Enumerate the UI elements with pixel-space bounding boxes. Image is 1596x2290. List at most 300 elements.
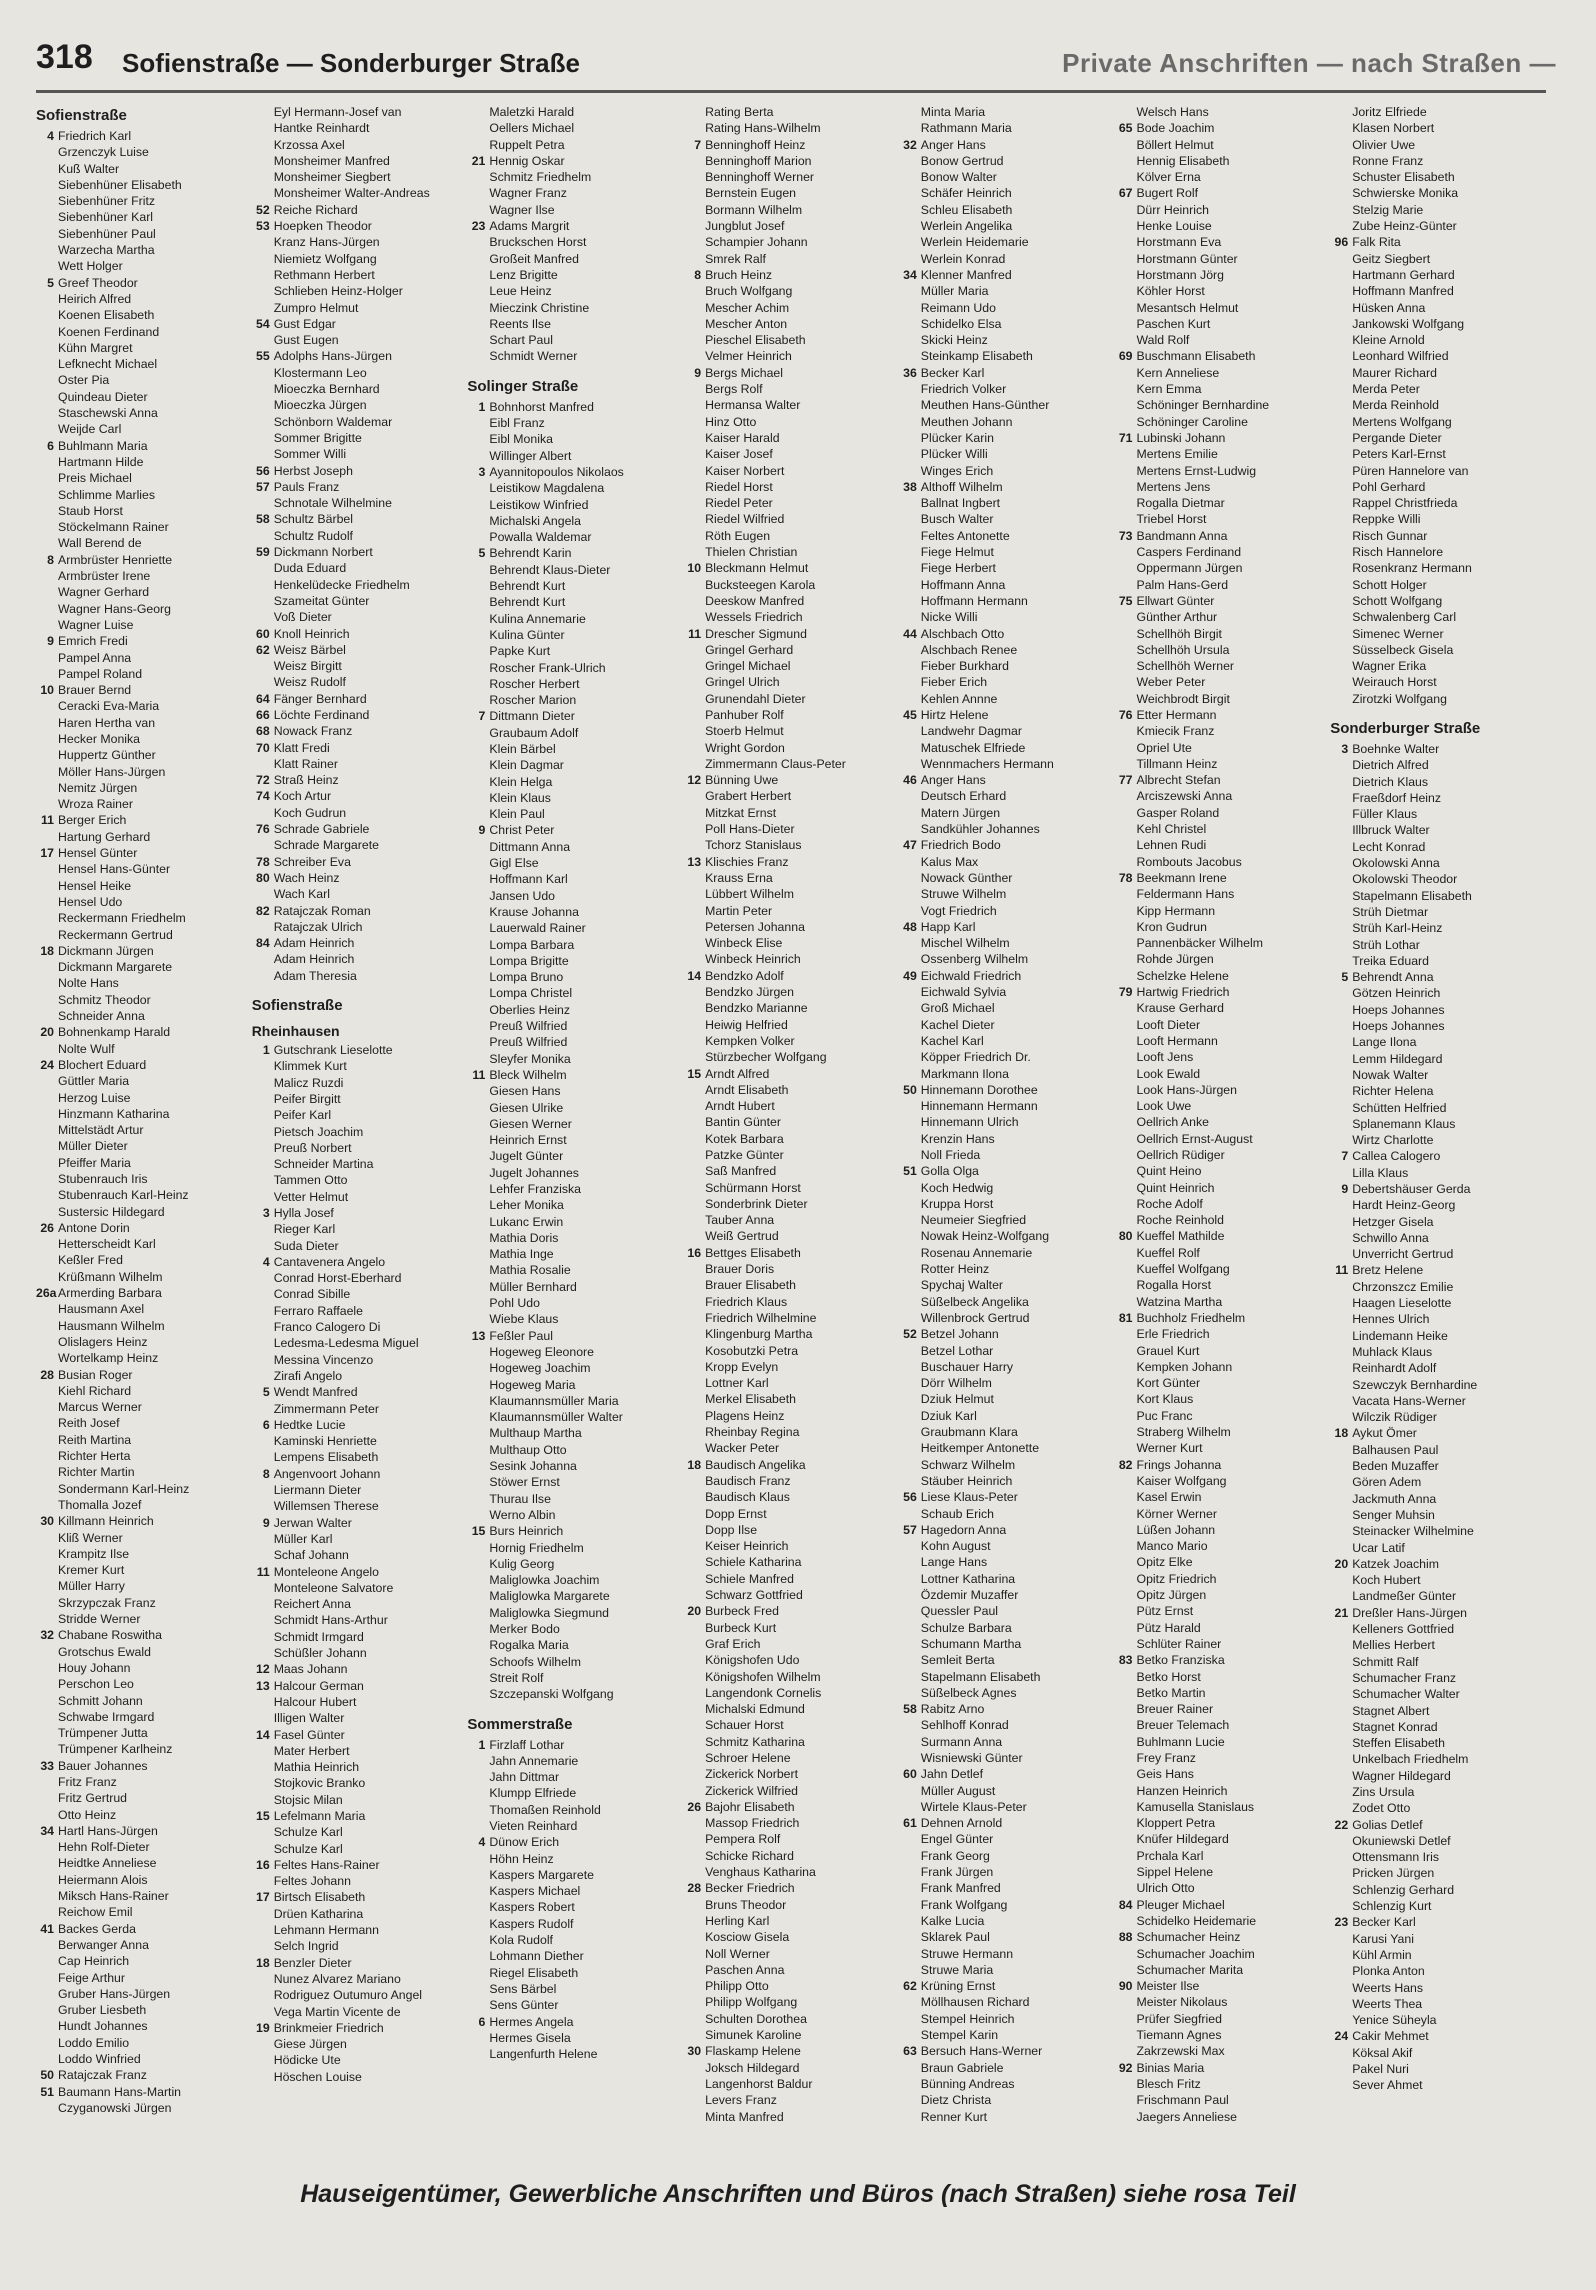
resident-name: Schlenzig Gerhard [1352,1882,1455,1897]
resident-entry [1330,1360,1538,1376]
resident-entry [467,1360,675,1376]
resident-name: Philipp Otto [705,1979,769,1994]
house-number: 47 [903,838,917,853]
resident-name: Adam Heinrich [273,936,355,951]
resident-name: Sondermann Karl-Heinz [58,1481,190,1496]
resident-name: Rodriguez Outumuro Angel [273,1988,423,2003]
resident-name: Olislagers Heinz [58,1334,148,1349]
resident-name: Nolte Wulf [58,1041,115,1056]
resident-name: Stoerb Helmut [705,724,784,739]
resident-entry [36,1807,244,1823]
resident-name: Gruber Hans-Jürgen [58,1986,171,2001]
resident-name: Meuthen Johann [920,414,1013,429]
resident-entry [899,1017,1107,1033]
resident-name: Wortelkamp Heinz [58,1351,159,1366]
resident-entry [36,650,244,666]
resident-entry [36,2018,244,2034]
resident-entry [899,870,1107,886]
resident-name: Schmitt Johann [58,1693,143,1708]
resident-name: Schmidt Werner [489,349,578,364]
resident-entry [1330,430,1538,446]
resident-entry [1330,839,1538,855]
resident-entry [252,658,460,674]
resident-entry [1115,951,1323,967]
resident-name: Hirtz Helene [920,707,989,722]
resident-name: Keiser Heinrich [705,1539,789,1554]
resident-name: Rohde Jürgen [1136,952,1214,967]
resident-entry [252,1743,460,1759]
resident-name: Willenbrock Gertrud [920,1310,1030,1325]
resident-entry [36,1937,244,1953]
resident-entry [467,1165,675,1181]
street-heading: Solinger Straße [467,377,579,395]
resident-name: Müller Dieter [58,1139,128,1154]
resident-entry [683,691,891,707]
resident-name: Gust Eugen [273,333,339,348]
resident-entry [36,1448,244,1464]
resident-entry [1115,805,1323,821]
resident-name: Arndt Elisabeth [705,1082,789,1097]
resident-entry [683,658,891,674]
resident-entry [899,788,1107,804]
resident-entry [252,1515,460,1531]
resident-name: Klischies Franz [705,854,789,869]
resident-entry [36,275,244,291]
resident-name: Mioeczka Jürgen [273,398,367,413]
resident-name: Dickmann Norbert [273,545,373,560]
resident-entry [899,756,1107,772]
house-number: 7 [478,709,486,724]
house-number: 19 [256,2020,270,2035]
resident-name: Monteleone Angelo [273,1564,379,1579]
resident-entry [683,1408,891,1424]
resident-entry [899,642,1107,658]
resident-entry [252,674,460,690]
resident-entry [1330,2077,1538,2093]
resident-name: Risch Hannelore [1352,545,1444,560]
resident-entry [467,267,675,283]
resident-entry [683,528,891,544]
resident-entry [467,1556,675,1572]
resident-entry [1330,381,1538,397]
resident-name: Geis Hans [1136,1767,1194,1782]
resident-entry [899,1978,1107,1994]
resident-entry [1115,691,1323,707]
resident-name: Sustersic Hildegard [58,1204,165,1219]
resident-entry [899,1831,1107,1847]
resident-name: Werlein Heidemarie [920,235,1029,250]
resident-entry [252,1808,460,1824]
house-number: 1 [478,1737,486,1752]
house-number: 18 [1334,1426,1349,1441]
resident-name: Lüßen Johann [1136,1522,1216,1537]
resident-entry [683,805,891,821]
resident-name: Kuß Walter [58,161,120,176]
directory-column [1330,104,1538,2144]
resident-name: Rieger Karl [273,1222,336,1237]
resident-name: Treika Eduard [1352,953,1429,968]
resident-name: Heirich Alfred [58,291,132,306]
resident-entry [467,1116,675,1132]
directory-column [1115,104,1323,2144]
resident-name: Eibl Monika [489,432,553,447]
resident-entry [252,951,460,967]
house-number: 51 [903,1164,917,1179]
house-number: 50 [40,2068,54,2083]
resident-entry [1115,446,1323,462]
resident-name: Dziuk Karl [920,1408,977,1423]
resident-entry [467,1230,675,1246]
resident-entry [899,300,1107,316]
resident-entry [36,1024,244,1040]
resident-entry [36,943,244,959]
resident-name: Schroer Helene [705,1750,791,1765]
resident-entry [467,1344,675,1360]
resident-entry [683,886,891,902]
resident-name: Stojkovic Branko [273,1776,366,1791]
resident-entry [467,1818,675,1834]
resident-name: Petersen Johanna [705,919,805,934]
resident-entry [467,643,675,659]
resident-entry [252,1107,460,1123]
resident-name: Kaspers Michael [489,1884,581,1899]
house-number: 18 [40,943,54,958]
house-number: 24 [40,1057,54,1072]
resident-entry [1330,577,1538,593]
resident-entry [1330,1393,1538,1409]
resident-entry [467,594,675,610]
resident-name: Winbeck Elise [705,936,783,951]
resident-entry [899,1131,1107,1147]
resident-name: Fraeßdorf Heinz [1352,790,1442,805]
resident-entry [1115,218,1323,234]
resident-entry [36,1823,244,1839]
resident-name: Rombouts Jacobus [1136,854,1242,869]
resident-name: Behrendt Klaus-Dieter [489,562,611,577]
resident-name: Strüh Dietmar [1352,904,1429,919]
resident-entry [1330,104,1538,120]
resident-name: Szameitat Günter [273,593,370,608]
resident-entry [467,202,675,218]
resident-name: Leistikow Winfried [489,497,589,512]
house-number: 11 [472,1067,486,1082]
resident-entry [467,185,675,201]
house-number: 41 [40,1921,54,1936]
resident-name: Frey Franz [1136,1750,1196,1765]
resident-entry [899,1261,1107,1277]
resident-name: Lecht Konrad [1352,839,1426,854]
resident-entry [36,1627,244,1643]
resident-name: Bantin Günter [705,1115,781,1130]
resident-entry [36,1383,244,1399]
resident-entry [36,1611,244,1627]
resident-entry [899,1946,1107,1962]
resident-name: Pietsch Joachim [273,1124,364,1139]
resident-entry [252,495,460,511]
house-number: 76 [256,822,270,837]
resident-name: Baudisch Klaus [705,1490,790,1505]
resident-entry [252,1058,460,1074]
resident-entry [467,283,675,299]
resident-name: Backes Gerda [58,1921,136,1936]
resident-entry [899,365,1107,381]
resident-entry [1330,1214,1538,1230]
resident-entry [36,1301,244,1317]
resident-name: Benzler Dieter [273,1955,352,1970]
resident-name: Stridde Werner [58,1612,141,1627]
resident-entry [1115,1831,1323,1847]
resident-entry [1115,1473,1323,1489]
resident-name: Welsch Hans [1136,105,1209,119]
resident-name: Duda Eduard [273,561,347,576]
resident-name: Renner Kurt [920,2109,988,2124]
house-number: 90 [1118,1979,1133,1994]
resident-name: Krzossa Axel [273,137,345,152]
resident-name: Maurer Richard [1352,365,1437,380]
resident-entry [36,845,244,861]
resident-entry [1115,1538,1323,1554]
resident-entry [36,1367,244,1383]
resident-entry [899,854,1107,870]
resident-name: Flaskamp Helene [705,2044,801,2059]
resident-entry [899,544,1107,560]
resident-entry [899,1098,1107,1114]
resident-name: Bretz Helene [1352,1263,1424,1278]
resident-entry [36,1171,244,1187]
resident-entry [252,756,460,772]
resident-entry [252,609,460,625]
resident-name: Saß Manfred [705,1164,777,1179]
resident-entry [683,968,891,984]
resident-entry [36,747,244,763]
house-number: 7 [1341,1149,1349,1164]
resident-entry [252,397,460,413]
resident-name: Herzog Luise [58,1090,131,1105]
resident-entry [683,756,891,772]
resident-name: Simunek Karoline [705,2028,802,2043]
resident-name: Krüning Ernst [920,1979,996,1994]
resident-entry [899,202,1107,218]
resident-entry [252,1841,460,1857]
resident-entry [1330,1132,1538,1148]
resident-name: Strüh Karl-Heinz [1352,921,1443,936]
resident-name: Multhaup Otto [489,1442,567,1457]
resident-name: Mathia Rosalie [489,1263,571,1278]
resident-entry [899,609,1107,625]
resident-name: Schelzke Helene [1136,968,1229,983]
resident-entry [1330,1230,1538,1246]
resident-entry [252,1466,460,1482]
resident-name: Sesink Johanna [489,1459,577,1474]
resident-entry [1115,1587,1323,1603]
directory-column [252,104,460,2144]
resident-name: Langenfurth Helene [489,2047,598,2062]
resident-name: Jankowski Wolfgang [1352,316,1465,331]
resident-entry [467,1785,675,1801]
resident-name: Adam Heinrich [273,952,355,967]
resident-name: Bormann Wilhelm [705,202,803,217]
resident-name: Wach Karl [273,887,330,902]
resident-entry [899,1897,1107,1913]
resident-name: Schöninger Caroline [1136,414,1248,429]
resident-entry [683,1082,891,1098]
resident-name: Gören Adem [1352,1475,1422,1490]
resident-entry [683,707,891,723]
resident-name: Kulina Annemarie [489,611,586,626]
resident-entry [899,120,1107,136]
resident-name: Kehlen Annne [920,691,998,706]
house-number: 82 [1118,1457,1133,1472]
resident-name: Kruppa Horst [920,1196,994,1211]
resident-entry [252,430,460,446]
resident-name: Özdemir Muzaffer [920,1588,1019,1603]
resident-entry [252,2036,460,2052]
resident-entry [467,153,675,169]
resident-entry [36,1693,244,1709]
resident-entry [899,1245,1107,1261]
resident-entry [1330,953,1538,969]
resident-entry [36,1758,244,1774]
resident-entry [683,1554,891,1570]
resident-entry [899,691,1107,707]
resident-name: Thomaßen Reinhold [489,1802,601,1817]
resident-name: Schwarz Wilhelm [920,1457,1016,1472]
directory-column [467,104,675,2144]
resident-name: Liese Klaus-Peter [920,1490,1018,1505]
resident-name: Frank Georg [920,1848,990,1863]
resident-name: Reppke Willi [1352,512,1421,527]
resident-name: Brinkmeier Friedrich [273,2020,384,2035]
resident-name: Bleckmann Helmut [705,561,809,576]
resident-entry [683,740,891,756]
resident-entry [252,1352,460,1368]
house-number: 5 [262,1385,270,1400]
resident-name: Schumacher Joachim [1136,1946,1255,1961]
resident-name: Krampitz Ilse [58,1546,130,1561]
resident-name: Stapelmann Elisabeth [920,1669,1041,1684]
resident-name: Benninghoff Heinz [705,137,806,152]
resident-name: Kasel Erwin [1136,1490,1202,1505]
resident-name: Ledesma-Ledesma Miguel [273,1336,419,1351]
resident-entry [36,829,244,845]
house-number: 1 [478,399,486,414]
resident-name: Sippel Helene [1136,1865,1214,1880]
resident-entry [467,2030,675,2046]
resident-name: Koch Hubert [1352,1573,1421,1588]
resident-name: Hensel Udo [58,894,123,909]
resident-name: Pricken Jürgen [1352,1866,1435,1881]
house-number: 20 [1334,1556,1349,1571]
resident-entry [467,725,675,741]
resident-name: Klein Klaus [489,790,551,805]
resident-name: Czyganowski Jürgen [58,2100,172,2115]
resident-entry [1115,2011,1323,2027]
resident-name: Oellers Michael [489,121,575,136]
resident-name: Ceracki Eva-Maria [58,699,160,714]
resident-name: Betko Horst [1136,1669,1201,1684]
resident-entry [252,169,460,185]
resident-entry [1330,1914,1538,1930]
resident-name: Baumann Hans-Martin [58,2084,182,2099]
resident-entry [467,562,675,578]
resident-entry [467,1181,675,1197]
resident-name: Pampel Roland [58,666,143,681]
house-number: 8 [262,1466,270,1481]
house-number: 4 [262,1254,270,1269]
resident-name: Look Uwe [1136,1099,1192,1114]
resident-name: Weerts Hans [1352,1980,1424,1995]
resident-entry [252,1629,460,1645]
house-number: 46 [903,773,917,788]
resident-entry [252,153,460,169]
resident-entry [252,234,460,250]
resident-entry [1330,511,1538,527]
resident-name: Struwe Wilhelm [920,887,1007,902]
resident-entry [1330,1882,1538,1898]
resident-name: Kaiser Norbert [705,463,785,478]
resident-entry [252,1694,460,1710]
resident-name: Schreiber Eva [273,854,351,869]
resident-name: Wennmachers Hermann [920,756,1054,771]
resident-entry [1115,1620,1323,1636]
resident-name: Busch Walter [920,512,994,527]
resident-entry [1115,120,1323,136]
resident-name: Götzen Heinrich [1352,986,1441,1001]
resident-name: Buchholz Friedhelm [1136,1310,1246,1325]
house-number: 28 [687,1881,702,1896]
resident-entry [36,2067,244,2083]
resident-entry [683,104,891,120]
house-number: 9 [1341,1182,1349,1196]
resident-name: Betko Martin [1136,1685,1206,1700]
resident-name: Becker Karl [920,365,985,380]
resident-name: Werlein Angelika [920,219,1013,234]
resident-name: Gringel Gerhard [705,642,794,657]
resident-entry [899,2109,1107,2125]
resident-entry [899,951,1107,967]
resident-entry [1115,1326,1323,1342]
resident-name: Zimmermann Peter [273,1401,379,1416]
resident-name: Kueffel Wolfgang [1136,1262,1230,1277]
resident-entry [1115,756,1323,772]
resident-name: Mittelstädt Artur [58,1123,144,1138]
resident-name: Oberlies Heinz [489,1002,571,1017]
resident-entry [683,935,891,951]
resident-entry [252,837,460,853]
resident-name: Schumacher Marita [1136,1962,1244,1977]
resident-entry [36,1334,244,1350]
resident-name: Opitz Elke [1136,1555,1193,1570]
resident-name: Knüfer Hildegard [1136,1832,1229,1847]
resident-name: Wagner Ilse [489,202,555,217]
resident-entry [1115,1978,1323,1994]
resident-entry [683,1261,891,1277]
resident-entry [36,959,244,975]
resident-name: Hartung Gerhard [58,829,151,844]
resident-entry [252,446,460,462]
resident-name: Werlein Konrad [920,251,1006,266]
resident-name: Marcus Werner [58,1400,142,1415]
resident-name: Staub Horst [58,503,123,518]
resident-name: Unverricht Gertrud [1352,1247,1454,1262]
resident-name: Klasen Norbert [1352,121,1435,136]
resident-name: Opitz Friedrich [1136,1571,1217,1586]
resident-name: Pfeiffer Maria [58,1155,131,1170]
resident-name: Hartmann Gerhard [1352,267,1455,282]
resident-name: Pohl Udo [489,1296,540,1311]
resident-entry [899,886,1107,902]
resident-entry [899,414,1107,430]
